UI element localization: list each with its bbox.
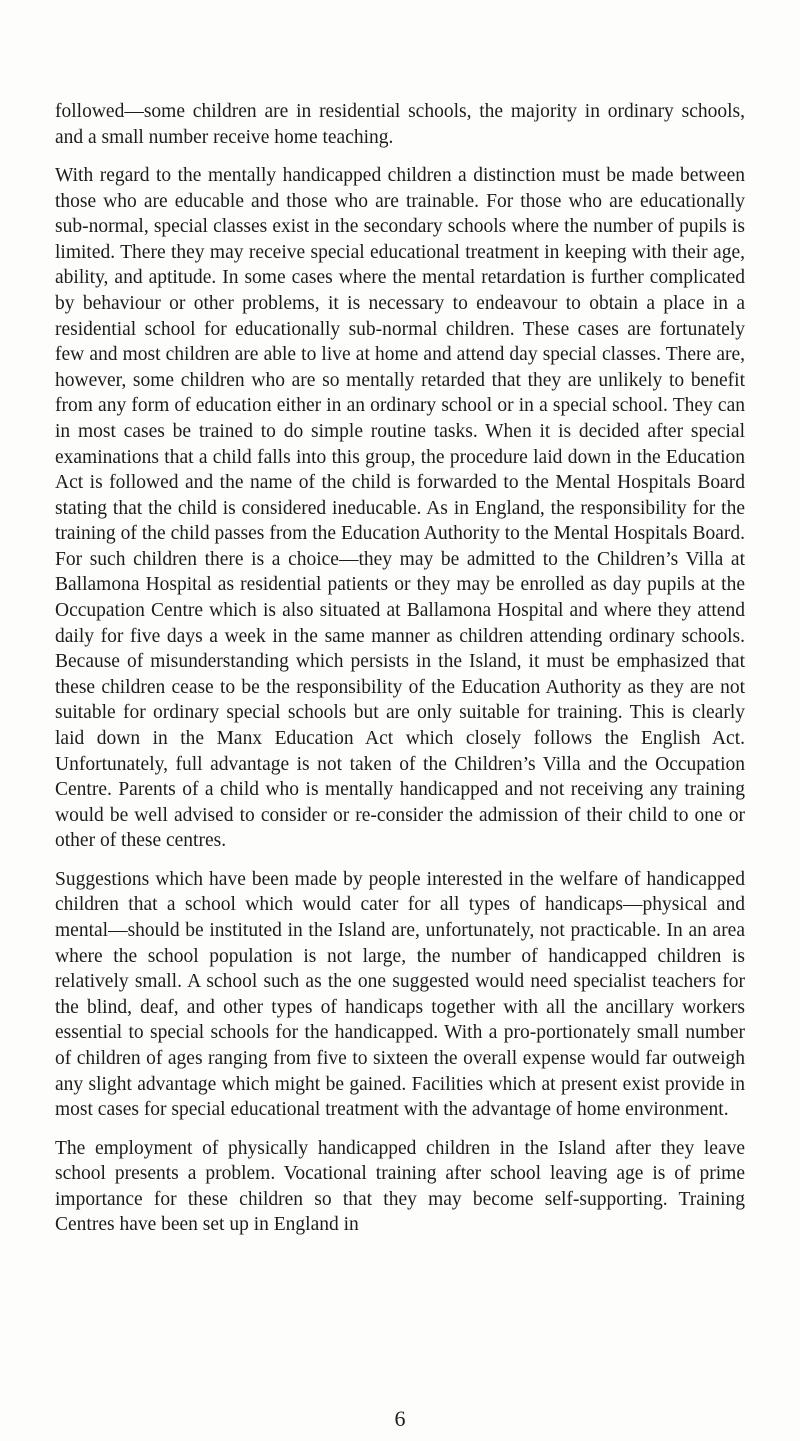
paragraph-mentally-handicapped: With regard to the mentally handicapped children a distinction must be made between those who are educable and those who are trainable. For those who are educationally sub-normal, special classes exist in the secondary schools where the number of pupils is limited. There they may receive special educational treatment in keeping with their age, ability, and aptitude. In some cases where the mental retardation is further complicated by behaviour or other problems, it is necessary to endeavour to obtain a place in a residential school for educationally sub-normal children. These cases are fortunately few and most children are able to live at home and attend day special classes. There are, however, some children who are so mentally retarded that they are unlikely to benefit from any form of education either in an ordinary school or in a special school. They can in most cases be trained to do simple routine tasks. When it is decided after special examinations that a child falls into this group, the procedure laid down in the Education Act is followed and the name of the child is forwarded to the Mental Hospitals Board stating that the child is considered ineducable. As in England, the responsibility for the training of the child passes from the Education Authority to the Mental Hospitals Board. For such children there is a choice—they may be admitted to the Children’s Villa at Ballamona Hospital as residential patients or they may be enrolled as day pupils at the Occupation Centre which is also situated at Ballamona Hospital and where they attend daily for five days a week in the same manner as children attending ordinary schools. Because of misunderstanding which persists in the Island, it must be emphasized that these children cease to be the responsibility of the Education Authority as they are not suitable for ordinary special schools but are only suitable for training. This is clearly laid down in the Manx Education Act which closely follows the English Act. Unfortunately, full advantage is not taken of the Children’s Villa and the Occupation Centre. Parents of a child who is mentally handicapped and not receiving any training would be well advised to consider or re-consider the admission of their child to one or other of these centres. — [55, 164, 745, 852]
paragraph-employment: The employment of physically handicapped children in the Island after they leave school presents a problem. Vocational training after school leaving age is of prime importance for these children so that they may become self-supporting. Training Centres have been set up in England in — [55, 1137, 745, 1236]
body-text — [55, 99, 745, 1238]
page-number: 6 — [394, 1406, 406, 1431]
paragraph-suggestions: Suggestions which have been made by people interested in the welfare of handicapped children that a school which would cater for all types of handicaps—physical and mental—should be instituted in the Island are, unfortunately, not practicable. In an area where the school population is not large, the number of handicapped children is relatively small. A school such as the one suggested would need specialist teachers for the blind, deaf, and other types of handicaps together with all the ancillary workers essential to special schools for the handicapped. With a pro-portionately small number of children of ages ranging from five to sixteen the overall expense would far outweigh any slight advantage which might be gained. Facilities which at present exist provide in most cases for special educational treatment with the advantage of home environment. — [55, 868, 745, 1121]
paragraph-home-teaching: followed—some children are in residential schools, the majority in ordinary schools, and a small number receive home teaching. — [55, 101, 745, 148]
